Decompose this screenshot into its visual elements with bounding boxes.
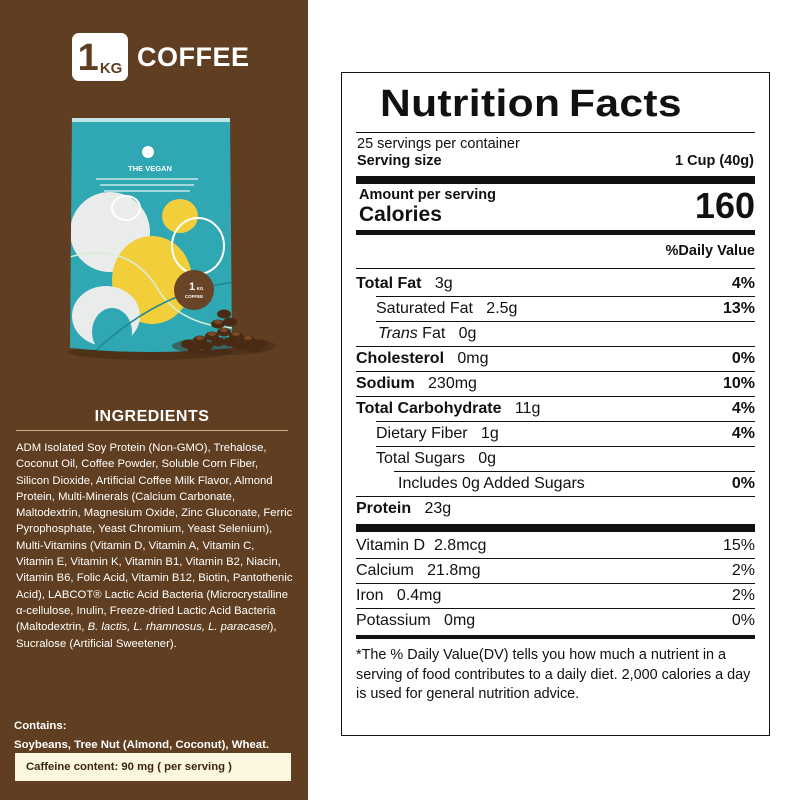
thick-bar-footnote [356, 635, 755, 639]
ingredients-text-part1: ADM Isolated Soy Protein (Non-GMO), Trehalose, Coconut Oil, Coffee Powder, Soluble Corn Fiber, Silicon Dioxide, Artificial Coffee Milk Flavor, Almond Protein, Multi-Minerals (Calcium Carbonate, Maltodextrin, Magnesium Oxide, Zinc Gluconate, Ferric Pyrophosphate, Yeast Chromium, Yeast Selenium), Multi-Vitamins (Vitamin D, Vitamin A, Vitamin C, Vitamin E, Vitamin K, Vitamin B1, Vitamin B2, Niacin, Vitamin B6, Folic Acid, Vitamin B12, Biotin, Pantothenic Acid), LABCOT® Lactic Acid Bacteria (Microcrystalline α-cellulose, Inulin, Freeze-dried Lactic Acid Bacteria (Maltodextrin, [16, 442, 293, 634]
kg-number: 1 [77, 37, 99, 79]
caffeine-box: Caffeine content: 90 mg ( per serving ) [15, 753, 291, 781]
thick-bar-serving [356, 176, 755, 184]
cholesterol-dv: 0% [731, 349, 755, 367]
package-badge-number: 1 [188, 281, 196, 293]
title-divider [356, 132, 755, 133]
brand-word: COFFEE [137, 41, 250, 72]
iron-label: Iron [356, 586, 384, 604]
protein-label: Protein [356, 499, 412, 517]
total-carbohydrate-label: Total Carbohydrate [356, 399, 502, 417]
iron-dv: 2% [731, 586, 755, 604]
saturated-fat-label: Saturated Fat [376, 299, 473, 317]
row-protein [356, 496, 755, 521]
total-sugars-amount: 0g [478, 449, 497, 467]
ingredients-panel [0, 0, 308, 800]
added-sugars-dv: 0% [731, 474, 755, 492]
trans-fat-label: Fat [422, 324, 446, 342]
row-cholesterol [356, 346, 755, 371]
servings-per-container: 25 servings per container [357, 136, 520, 152]
allergen-statement [14, 718, 306, 753]
row-saturated-fat [376, 296, 755, 321]
coffee-beans-image [168, 300, 280, 360]
row-dietary-fiber [376, 421, 755, 446]
row-calcium [356, 558, 755, 583]
ingredients-text-part2: ), Sucralose (Artificial Sweetener). [16, 621, 277, 650]
sodium-label: Sodium [356, 374, 415, 392]
total-fat-label: Total Fat [356, 274, 422, 292]
sodium-amount: 230mg [428, 374, 477, 392]
calories-value: 160 [694, 185, 755, 226]
potassium-amount: 0mg [444, 611, 476, 629]
total-sugars-label: Total Sugars [376, 449, 465, 467]
dietary-fiber-amount: 1g [480, 424, 499, 442]
kg-badge [72, 33, 128, 81]
added-sugars-label: Includes 0g Added Sugars [398, 474, 585, 492]
ingredients-list [16, 440, 294, 652]
calcium-amount: 21.8mg [427, 561, 481, 579]
iron-amount: 0.4mg [396, 586, 442, 604]
serving-size-label: Serving size [357, 153, 442, 169]
calcium-dv: 2% [731, 561, 755, 579]
trans-fat-label-italic: Trans [378, 324, 418, 342]
row-iron [356, 583, 755, 608]
vitamin-d-amount: 2.8mcg [433, 536, 487, 554]
contains-label: Contains: [14, 720, 67, 732]
ingredients-divider [16, 430, 288, 431]
total-carbohydrate-amount: 11g [514, 399, 541, 417]
ingredients-title: INGREDIENTS [94, 408, 210, 425]
row-potassium [356, 608, 755, 633]
title-word-nutrition: Nutrition [380, 83, 561, 125]
dietary-fiber-dv: 4% [731, 424, 755, 442]
kg-unit: KG [99, 60, 123, 77]
cholesterol-label: Cholesterol [356, 349, 445, 367]
thick-bar-calories [356, 230, 755, 235]
total-carbohydrate-dv: 4% [731, 399, 755, 417]
brand-heading [72, 32, 250, 82]
amount-per-serving: Amount per serving [359, 187, 496, 203]
saturated-fat-dv: 13% [722, 299, 755, 317]
dietary-fiber-label: Dietary Fiber [376, 424, 468, 442]
cholesterol-amount: 0mg [457, 349, 489, 367]
package-brand-name: THE VEGAN [128, 164, 172, 173]
contains-text: Soybeans, Tree Nut (Almond, Coconut), Wheat. [14, 739, 270, 751]
row-total-fat [356, 271, 755, 296]
dv-header-divider [356, 268, 755, 269]
calcium-label: Calcium [356, 561, 414, 579]
package-badge-unit: KG [196, 286, 204, 291]
row-total-sugars [376, 446, 755, 471]
sodium-dv: 10% [722, 374, 755, 392]
ingredients-text-italic: B. lactis, L. rhamnosus, L. paracasei [87, 621, 270, 634]
protein-amount: 23g [424, 499, 452, 517]
row-sodium [356, 371, 755, 396]
row-added-sugars [398, 471, 755, 496]
row-vitamin-d [356, 533, 755, 558]
title-word-facts: Facts [569, 83, 682, 125]
total-fat-dv: 4% [731, 274, 755, 292]
trans-fat-amount: 0g [458, 324, 477, 342]
row-total-carbohydrate [356, 396, 755, 421]
row-trans-fat [378, 321, 755, 346]
potassium-label: Potassium [356, 611, 431, 629]
total-fat-amount: 3g [434, 274, 453, 292]
saturated-fat-amount: 2.5g [486, 299, 518, 317]
daily-value-footnote: *The % Daily Value(DV) tells you how much a nutrient in a serving of food contributes to a daily diet. 2,000 calories a day is used for general nutrition advice. [356, 647, 751, 702]
package-badge-word: COFFEE [184, 294, 204, 299]
thick-bar-protein [356, 524, 755, 532]
vitamin-d-dv: 15% [722, 536, 755, 554]
vitamin-d-label: Vitamin D [356, 536, 426, 554]
nutrition-facts-title [380, 83, 682, 126]
nutrition-facts-panel [341, 72, 770, 736]
serving-size-value: 1 Cup (40g) [675, 153, 754, 169]
daily-value-header: %Daily Value [665, 243, 755, 259]
calories-label: Calories [359, 203, 442, 226]
potassium-dv: 0% [731, 611, 755, 629]
